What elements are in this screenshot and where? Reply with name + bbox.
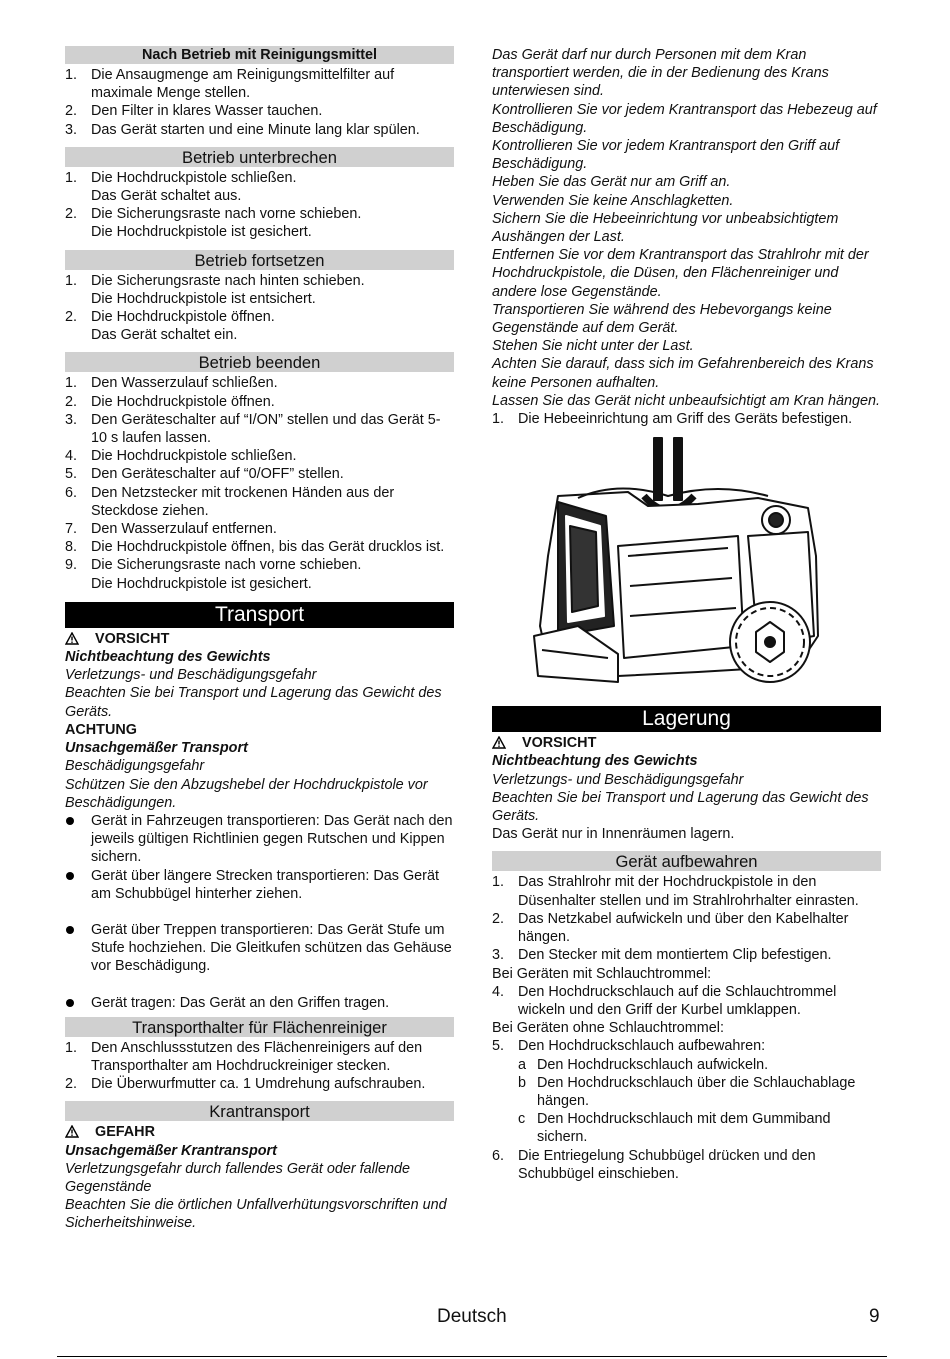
step-list bbox=[65, 66, 454, 139]
paragraph: Kontrollieren Sie vor jedem Krantransport den Griff auf Beschädigung. bbox=[492, 138, 840, 173]
chapter-title: Transport bbox=[65, 602, 454, 628]
caution-label: VORSICHT bbox=[492, 734, 881, 752]
danger-risk: Verletzungsgefahr durch fallendes Gerät oder fallende Gegenstände bbox=[65, 1160, 411, 1195]
warning-icon bbox=[65, 632, 79, 645]
list-item: Gerät in Fahrzeugen transportieren: Das Gerät nach den jeweils gültigen Richtlinien gegen Rutschen und Kippen sichern. bbox=[65, 812, 454, 867]
paragraph: Entfernen Sie vor dem Krantransport das Strahlrohr mit der Hochdruckpistole, die Düsen, den Flächenreiniger und andere lose Gegenstände. bbox=[492, 247, 869, 300]
notice-heading: Unsachgemäßer Transport bbox=[65, 740, 248, 757]
list-item: 8. Die Hochdruckpistole öffnen, bis das Gerät drucklos ist. bbox=[65, 539, 445, 556]
paragraph: Bei Geräten mit Schlauchtrommel: bbox=[492, 965, 712, 982]
paragraph: Stehen Sie nicht unter der Last. bbox=[492, 338, 694, 355]
list-item: 9. Die Sicherungsraste nach vorne schieben. Die Hochdruckpistole ist gesichert. bbox=[65, 557, 362, 592]
list-item: 1. Den Wasserzulauf schließen. bbox=[65, 375, 278, 392]
list-item: 1. Das Strahlrohr mit der Hochdruckpistole in den Düsenhalter stellen und im Strahlrohrhalter einrasten. bbox=[492, 874, 859, 909]
footer-divider bbox=[57, 1356, 887, 1357]
list-item: 2. Den Filter in klares Wasser tauchen. bbox=[65, 103, 323, 120]
warning-icon bbox=[65, 1125, 79, 1138]
list-item: 6. Den Netzstecker mit trockenen Händen aus der Steckdose ziehen. bbox=[65, 484, 395, 519]
list-item: Gerät über längere Strecken transportieren: Das Gerät am Schubbügel hinterher ziehen. bbox=[65, 867, 454, 903]
step-list bbox=[492, 873, 881, 964]
caution-text: Beachten Sie bei Transport und Lagerung das Gewicht des Geräts. bbox=[65, 685, 442, 720]
bullet-icon bbox=[66, 817, 74, 825]
paragraph: Sichern Sie die Hebeeinrichtung vor unbeabsichtigtem Aushängen der Last. bbox=[492, 210, 839, 246]
crane-lifting-illustration bbox=[518, 436, 828, 694]
bullet-icon bbox=[66, 926, 74, 934]
chapter-title: Lagerung bbox=[492, 706, 881, 732]
paragraph: Transportieren Sie während des Hebevorgangs keine Gegenstände auf dem Gerät. bbox=[492, 301, 832, 337]
step-list bbox=[65, 272, 454, 345]
section-title: Transporthalter für Flächenreiniger bbox=[65, 1017, 454, 1037]
list-item: 3. Den Geräteschalter auf “I/ON” stellen und das Gerät 5-10 s laufen lassen. bbox=[65, 411, 441, 447]
paragraph: Heben Sie das Gerät nur am Griff an. bbox=[492, 174, 731, 191]
paragraph: Bei Geräten ohne Schlauchtrommel: bbox=[492, 1020, 724, 1037]
bullet-icon bbox=[66, 999, 74, 1007]
danger-heading: Unsachgemäßer Krantransport bbox=[65, 1142, 277, 1159]
list-item: 4. Den Hochdruckschlauch auf die Schlauchtrommel wickeln und den Griff der Kurbel umklappen. bbox=[492, 983, 837, 1018]
caution-heading: Nichtbeachtung des Gewichts bbox=[65, 649, 271, 666]
left-column bbox=[65, 46, 454, 1233]
paragraph: Das Gerät nur in Innenräumen lagern. bbox=[492, 826, 735, 843]
list-item: 2. Die Sicherungsraste nach vorne schieben. Die Hochdruckpistole ist gesichert. bbox=[65, 206, 362, 241]
step-list bbox=[65, 1039, 454, 1094]
footer-language: Deutsch bbox=[437, 1306, 507, 1327]
paragraph: Verwenden Sie keine Anschlagketten. bbox=[492, 192, 734, 209]
list-item: 2. Die Hochdruckpistole öffnen. bbox=[65, 393, 275, 410]
notice-risk: Beschädigungsgefahr bbox=[65, 758, 205, 775]
right-column bbox=[492, 46, 881, 1183]
notice-text: Schützen Sie den Abzugshebel der Hochdruckpistole vor Beschädigungen. bbox=[65, 776, 428, 811]
paragraph: Kontrollieren Sie vor jedem Krantransport das Hebezeug auf Beschädigung. bbox=[492, 101, 877, 136]
step-list bbox=[492, 983, 881, 1019]
caution-text: Beachten Sie bei Transport und Lagerung das Gewicht des Geräts. bbox=[492, 789, 869, 825]
list-item: 2. Die Hochdruckpistole öffnen. Das Gerät schaltet ein. bbox=[65, 309, 275, 344]
caution-risk: Verletzungs- und Beschädigungsgefahr bbox=[492, 771, 744, 788]
caution-label: VORSICHT bbox=[65, 630, 454, 648]
paragraph: Lassen Sie das Gerät nicht unbeaufsichtigt am Kran hängen. bbox=[492, 392, 880, 409]
step-list bbox=[492, 410, 881, 428]
danger-text: Beachten Sie die örtlichen Unfallverhütungsvorschriften und Sicherheitshinweise. bbox=[65, 1197, 447, 1232]
caution-risk: Verletzungs- und Beschädigungsgefahr bbox=[65, 667, 317, 684]
list-item: 4. Die Hochdruckpistole schließen. bbox=[65, 448, 297, 465]
step-list bbox=[492, 1037, 881, 1183]
step-list bbox=[65, 169, 454, 242]
list-item: 3. Das Gerät starten und eine Minute lang klar spülen. bbox=[65, 121, 420, 138]
list-item: 7. Den Wasserzulauf entfernen. bbox=[65, 521, 277, 538]
section-title: Betrieb unterbrechen bbox=[65, 147, 454, 167]
section-title: Krantransport bbox=[65, 1101, 454, 1121]
list-item: 2. Das Netzkabel aufwickeln und über den Kabelhalter hängen. bbox=[492, 910, 849, 946]
section-title: Betrieb beenden bbox=[65, 352, 454, 372]
bullet-list bbox=[65, 812, 454, 1012]
list-item: Gerät tragen: Das Gerät an den Griffen tragen. bbox=[65, 994, 454, 1012]
list-item: 5. Den Hochdruckschlauch aufbewahren: bbox=[492, 1038, 766, 1055]
list-item: 1. Die Hebeeinrichtung am Griff des Geräts befestigen. bbox=[492, 411, 853, 428]
notice-label: ACHTUNG bbox=[65, 721, 137, 738]
list-item: a Den Hochdruckschlauch aufwickeln. bbox=[518, 1056, 769, 1073]
list-item: Gerät über Treppen transportieren: Das Gerät Stufe um Stufe hochziehen. Die Gleitkufen schützen das Gehäuse vor Beschädigung. bbox=[65, 921, 454, 976]
step-list bbox=[65, 374, 454, 592]
section-title: Betrieb fortsetzen bbox=[65, 250, 454, 270]
list-item: b Den Hochdruckschlauch über die Schlauchablage hängen. bbox=[518, 1074, 856, 1109]
list-item: 5. Den Geräteschalter auf “0/OFF” stellen. bbox=[65, 466, 344, 483]
page-number: 9 bbox=[869, 1306, 880, 1327]
list-item: 1. Die Hochdruckpistole schließen. Das Gerät schaltet aus. bbox=[65, 169, 297, 205]
list-item: 1. Den Anschlussstutzen des Flächenreinigers auf den Transporthalter am Hochdruckreiniger stecken. bbox=[65, 1039, 423, 1074]
paragraph: Das Gerät darf nur durch Personen mit dem Kran transportiert werden, die in der Bedienung des Krans unterwiesen sind. bbox=[492, 47, 829, 100]
list-item: 1. Die Ansaugmenge am Reinigungsmittelfilter auf maximale Menge stellen. bbox=[65, 67, 395, 102]
bullet-icon bbox=[66, 872, 74, 880]
list-item: 2. Die Überwurfmutter ca. 1 Umdrehung aufschrauben. bbox=[65, 1076, 426, 1093]
danger-label: GEFAHR bbox=[65, 1123, 454, 1141]
paragraph: Achten Sie darauf, dass sich im Gefahrenbereich des Krans keine Personen aufhalten. bbox=[492, 356, 874, 391]
warning-icon bbox=[492, 736, 506, 749]
list-item: 1. Die Sicherungsraste nach hinten schieben. Die Hochdruckpistole ist entsichert. bbox=[65, 272, 365, 307]
list-item: 3. Den Stecker mit dem montiertem Clip befestigen. bbox=[492, 947, 832, 964]
list-item: 6. Die Entriegelung Schubbügel drücken und den Schubbügel einschieben. bbox=[492, 1147, 816, 1182]
caution-heading: Nichtbeachtung des Gewichts bbox=[492, 753, 698, 770]
section-title: Gerät aufbewahren bbox=[492, 851, 881, 871]
list-item: c Den Hochdruckschlauch mit dem Gummiband sichern. bbox=[518, 1111, 831, 1146]
section-title: Nach Betrieb mit Reinigungsmittel bbox=[65, 46, 454, 64]
